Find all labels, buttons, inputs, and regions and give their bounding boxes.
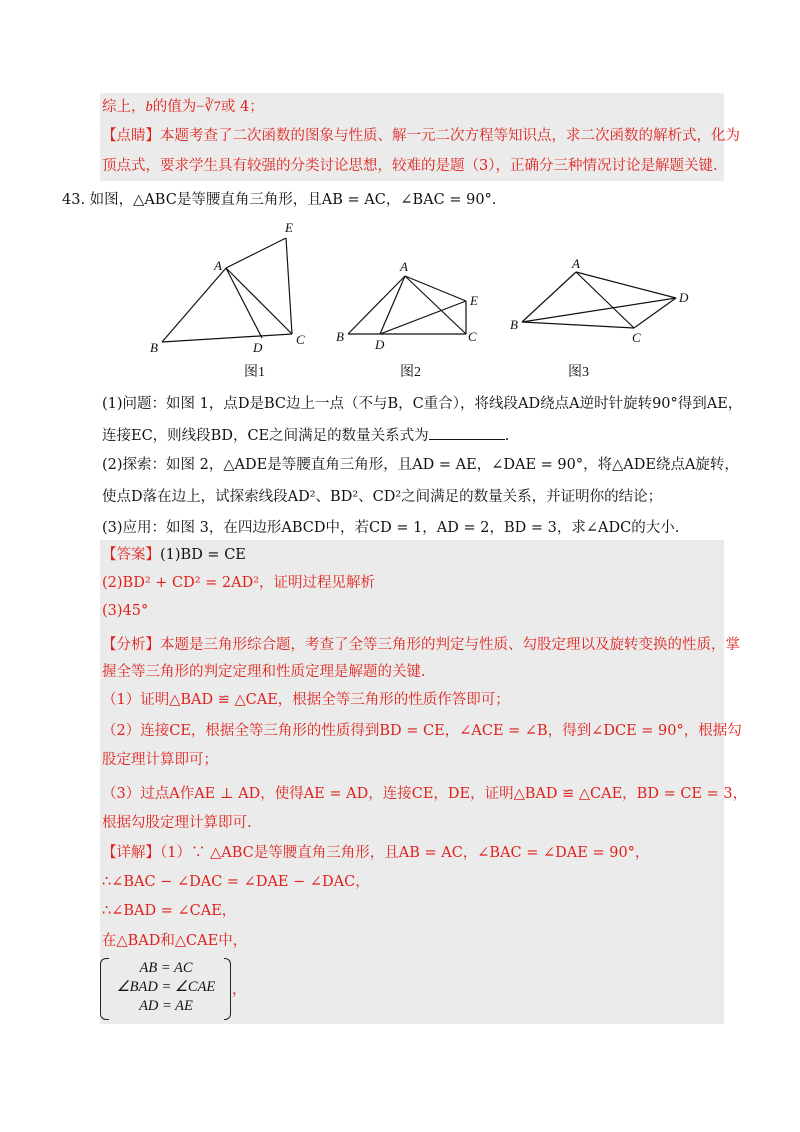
congruence-system: [100, 958, 240, 1020]
answer-blank: [429, 425, 505, 440]
question-1-line-2: 连接EC，则线段BD，CE之间满足的数量关系式为 .: [102, 425, 509, 446]
analysis-line-2: 握全等三角形的判定定理和性质定理是解题的关键.: [102, 664, 426, 680]
fig2-label-c: C: [468, 329, 477, 344]
analysis-step-1: （1）证明△BAD ≌ △CAE，根据全等三角形的性质作答即可；: [102, 692, 510, 708]
answer-line-1: 【答案】(1)BD = CE: [102, 547, 246, 563]
fig3-label-d: D: [679, 290, 689, 305]
answer-label: 【答案】: [102, 547, 160, 563]
fig3-label-a: A: [572, 256, 580, 271]
fig1-label-d: D: [253, 340, 263, 355]
fig2-label-a: A: [400, 259, 408, 274]
fig1-label-b: B: [150, 340, 158, 355]
figure-1: [162, 238, 292, 342]
right-paren: [224, 958, 231, 1020]
problem-stem: 43. 如图，△ABC是等腰直角三角形，且AB = AC，∠BAC = 90°.: [62, 192, 497, 208]
fig3-label-c: C: [632, 330, 641, 345]
caption-figure-1: 图1: [244, 365, 265, 380]
fig1-label-a: A: [214, 258, 222, 273]
answer-line-3: (3)45°: [102, 603, 149, 619]
summary-line: 综上，b的值为−∛7或 4；: [102, 99, 264, 115]
question-2-line-1: (2)探索：如图 2，△ADE是等腰直角三角形，且AD = AE，∠DAE = 90°，将△ADE绕点A旋转，: [102, 457, 739, 473]
figure-2: [348, 276, 466, 334]
detail-label: 【详解】: [102, 845, 160, 861]
question-1-line-1: (1)问题：如图 1，点D是BC边上一点（不与B，C重合），将线段AD绕点A逆时针旋转90°得到AE，: [102, 396, 743, 412]
system-row-2: ∠BAD = ∠CAE: [116, 979, 216, 995]
problem-number: 43.: [62, 192, 86, 208]
fig3-label-b: B: [510, 317, 518, 332]
fig1-label-c: C: [296, 332, 305, 347]
comment-line-2: 顶点式，要求学生具有较强的分类讨论思想，较难的是题（3），正确分三种情况讨论是解题关键.: [102, 158, 718, 174]
answer-line-2: (2)BD² + CD² = 2AD²，证明过程见解析: [102, 575, 376, 591]
analysis-step-2-line-2: 股定理计算即可；: [102, 752, 218, 768]
detail-line-3: ∴∠BAD = ∠CAE，: [102, 903, 237, 919]
analysis-step-2-line-1: （2）连接CE，根据全等三角形的性质得到BD = CE，∠ACE = ∠B，得到∠DCE = 90°，根据勾: [102, 723, 742, 739]
analysis-label: 【分析】: [102, 637, 160, 653]
analysis-step-3-line-2: 根据勾股定理计算即可.: [102, 815, 252, 831]
question-3: (3)应用：如图 3，在四边形ABCD中，若CD = 1，AD = 2，BD = 3，求∠ADC的大小.: [102, 520, 680, 536]
fig2-label-e: E: [470, 293, 478, 308]
analysis-step-3-line-1: （3）过点A作AE ⊥ AD，使得AE = AD，连接CE，DE，证明△BAD ≌ △CAE，BD = CE = 3，: [102, 786, 748, 802]
fig2-label-b: B: [336, 329, 344, 344]
system-end: ，: [232, 982, 247, 998]
fig1-label-e: E: [285, 220, 293, 235]
comment-line-1: 【点睛】本题考查了二次函数的图象与性质、解一元二次方程等知识点，求二次函数的解析式，化为: [102, 128, 740, 144]
caption-figure-3: 图3: [568, 365, 589, 380]
analysis-line-1: 【分析】本题是三角形综合题，考查了全等三角形的判定与性质、勾股定理以及旋转变换的性质，掌: [102, 637, 740, 653]
detail-line-2: ∴∠BAC − ∠DAC = ∠DAE − ∠DAC，: [102, 874, 370, 890]
figure-3: [522, 272, 676, 328]
solution-block-main: [100, 540, 724, 1024]
fig2-label-d: D: [375, 337, 385, 352]
detail-line-4: 在△BAD和△CAE中，: [102, 933, 248, 949]
system-row-3: AD = AE: [139, 998, 193, 1014]
system-row-1: AB = AC: [139, 960, 193, 976]
comment-label: 【点睛】: [102, 128, 160, 144]
caption-figure-2: 图2: [400, 365, 421, 380]
question-2-line-2: 使点D落在边上，试探索线段AD²、BD²、CD²之间满足的数量关系，并证明你的结论；: [102, 489, 663, 505]
detail-line-1: 【详解】（1）∵ △ABC是等腰直角三角形，且AB = AC，∠BAC = ∠DAE = 90°，: [102, 845, 650, 861]
